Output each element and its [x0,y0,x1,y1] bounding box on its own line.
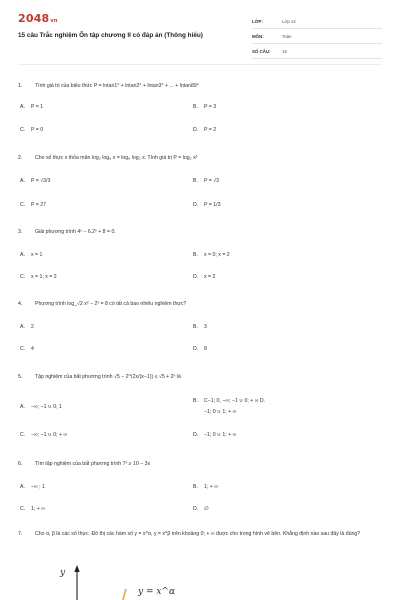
option-text: P = 1 [31,104,44,110]
option-2a[interactable] [20,177,50,185]
option-letter [193,408,204,416]
option-letter: B. [193,104,198,110]
option-letter: D. [193,274,199,280]
brand-text: 2048 [18,12,50,25]
option-3d[interactable] [193,273,215,281]
option-text: ∅ [204,506,209,512]
meta-label: SỐ CÂU: [252,48,271,54]
curve-label: y = x^α [138,587,176,597]
option-text: −1; 0 ∪ 1; + ∞ [204,432,237,438]
option-2b[interactable] [193,177,219,185]
meta-row-subject [252,29,382,44]
question-text: Tập nghiệm của bất phương trình √5 − 2^(2x/(x−1)) ≤ √5 + 2ˣ là [35,374,181,380]
page-title: 15 câu Trắc nghiệm Ôn tập chương II có đáp án (Thông hiểu) [18,32,203,39]
meta-value: Toán [282,33,292,39]
question-number: 4. [18,301,23,307]
meta-row-count [252,44,382,59]
option-text: 1; + ∞ [204,484,218,490]
option-letter: C. [20,274,26,280]
question-4 [18,300,382,308]
meta-row-grade [252,14,382,29]
option-6a[interactable] [20,483,45,491]
option-4a[interactable] [20,323,34,331]
option-3a[interactable] [20,251,42,259]
option-text: 8 [204,346,207,352]
option-text: 2 [31,324,34,330]
option-text: 3 [204,324,207,330]
option-6c[interactable] [20,505,45,513]
option-text: x = 1 [31,252,43,258]
option-text: P = 1/3 [204,202,221,208]
question-number: 6. [18,461,23,467]
option-letter: D. [193,127,199,133]
option-text: P = 2 [204,127,217,133]
option-text: x = 1; x = 2 [31,274,57,280]
option-text: x = 2 [204,274,216,280]
meta-value: Lớp 12 [282,18,296,24]
option-text: −∞; −1 ∪ 0; 1 [31,404,62,410]
question-5 [18,373,382,381]
header-divider [18,64,382,65]
option-text: −1; 0 ∪ 1; + ∞ [204,409,237,415]
question-7 [18,530,382,538]
question-number: 5. [18,374,23,380]
option-letter: A. [20,404,25,410]
question-2 [18,154,382,162]
option-letter: A. [20,484,25,490]
y-axis-label: y [60,568,66,578]
option-text: −∞; −1 ∪ 0; + ∞ [31,432,68,438]
option-text: 4 [31,346,34,352]
question-number: 1. [18,83,23,89]
option-letter: B. [193,484,198,490]
meta-label: MÔN: [252,33,264,39]
curve-alpha [123,589,126,600]
question-text: Phương trình log_√2 x² − 2ˣ = 8 có tất cả bao nhiêu nghiệm thực? [35,301,187,307]
brand-suffix: vn [50,18,58,24]
option-letter: A. [20,178,25,184]
option-6d[interactable] [193,505,209,513]
option-1a[interactable] [20,103,43,111]
option-5c[interactable] [20,431,67,439]
option-1c[interactable] [20,126,43,134]
option-5b-continued [193,408,236,416]
option-letter: D. [193,202,199,208]
question-3 [18,228,382,236]
option-letter: B. [193,252,198,258]
option-4d[interactable] [193,345,207,353]
question-number: 3. [18,229,23,235]
option-letter: D. [193,506,199,512]
option-letter: C. [20,202,26,208]
option-text: P = 3 [204,104,217,110]
option-letter: A. [20,104,25,110]
option-text: P = 27 [31,202,47,208]
question-text: Cho số thực x thỏa mãn log₂ log₈ x = log₈ log₂ x. Tính giá trị P = log₂ x² [35,155,198,161]
option-text: C−1; 0, −∞; −1 ∪ 0; + ∞ D. [204,398,266,404]
option-letter: C. [20,506,26,512]
option-letter: C. [20,127,26,133]
y-axis-arrow [74,565,79,572]
site-logo[interactable] [18,12,58,25]
option-text: P = √3 [204,178,220,184]
question-6 [18,460,382,468]
meta-label: LỚP: [252,18,263,24]
option-letter: B. [193,324,198,330]
option-2d[interactable] [193,201,221,209]
option-letter: D. [193,346,199,352]
option-4c[interactable] [20,345,34,353]
option-letter: C. [20,432,26,438]
option-6b[interactable] [193,483,218,491]
option-letter: C. [20,346,26,352]
option-text: P = 0 [31,127,44,133]
question-number: 2. [18,155,23,161]
question-number: 7. [18,531,23,537]
option-letter: A. [20,252,25,258]
option-letter: B. [193,178,198,184]
question-text: Tính giá trị của biểu thức P = lntan1° + lntan2° + lntan3° + ... + lntan89° [35,83,199,89]
option-1b[interactable] [193,103,216,111]
question-1 [18,82,382,90]
meta-value: 15 [282,48,287,54]
question-text: Giải phương trình 4ˣ − 6.2ˣ + 8 = 0. [35,229,116,235]
option-5d[interactable] [193,431,236,439]
question-text: Cho α, β là các số thực. Đồ thị các hàm số y = x^α, y = x^β trên khoảng 0; + ∞ được cho trong hình vẽ bên. Khẳng định nào sau đây là đúng? [35,531,361,537]
option-4b[interactable] [193,323,207,331]
option-text: P = √3/3 [31,178,51,184]
option-letter: A. [20,324,25,330]
option-text: 1; + ∞ [31,506,45,512]
question-text: Tìm tập nghiệm của bất phương trình 7ˣ ≥ 10 − 3x [35,461,151,467]
option-text: x = 0; x = 2 [204,252,230,258]
option-letter: B. [193,398,198,404]
option-letter: D. [193,432,199,438]
option-5b[interactable] [193,397,265,405]
option-5a[interactable] [20,403,62,411]
option-3c[interactable] [20,273,57,281]
option-1d[interactable] [193,126,216,134]
option-text: −∞ ; 1 [31,484,45,490]
option-3b[interactable] [193,251,230,259]
meta-table [252,14,382,59]
option-2c[interactable] [20,201,46,209]
